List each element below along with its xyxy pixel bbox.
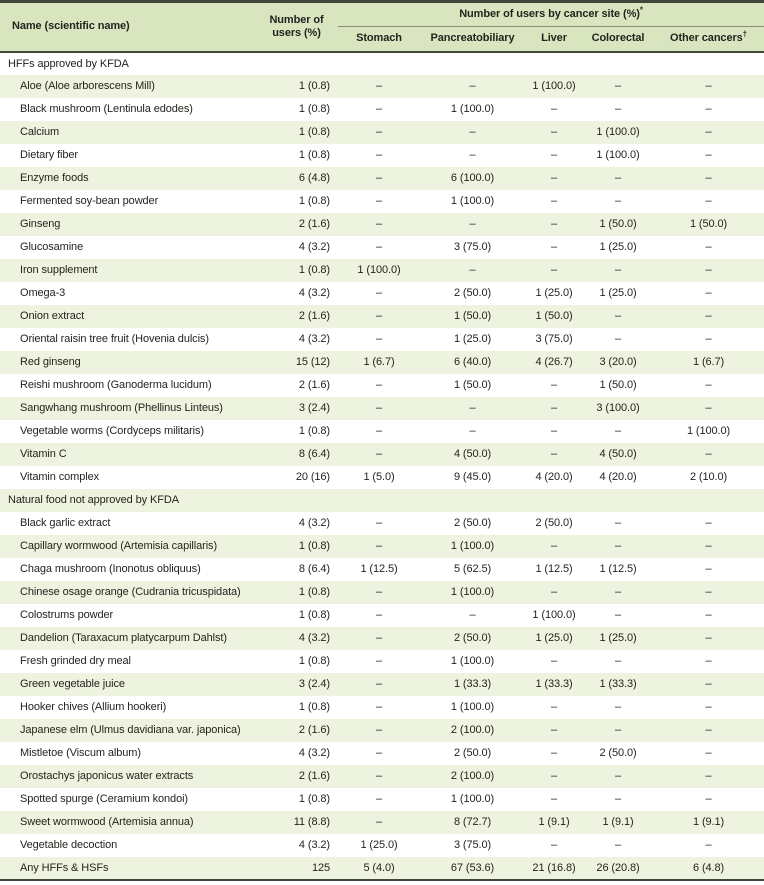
site-value-cell-stomach: – (338, 627, 420, 650)
table-row (0, 834, 764, 857)
cancer-site-group-label: Number of users by cancer site (%) (459, 8, 640, 21)
users-count-cell: 15 (12) (255, 351, 338, 374)
table-row (0, 673, 764, 696)
users-count-cell: 1 (0.8) (298, 701, 330, 713)
site-value-cell-colorectal: – (583, 581, 653, 604)
site-value-cell-liver: – (550, 793, 558, 805)
site-value-cell-pancreatobiliary: – (420, 121, 525, 144)
item-name-cell: Sangwhang mushroom (Phellinus Linteus) (0, 397, 255, 420)
site-value-cell-stomach: – (338, 121, 420, 144)
site-value-cell-stomach: – (375, 701, 383, 713)
site-value-cell-stomach: 5 (4.0) (338, 857, 420, 880)
site-value-cell-pancreatobiliary: 1 (100.0) (450, 103, 495, 115)
table-row (0, 742, 764, 765)
site-value-cell-other-cancers: – (705, 839, 712, 851)
users-count-cell: 2 (1.6) (255, 305, 338, 328)
table-row (0, 650, 764, 673)
site-value-cell-pancreatobiliary: 5 (62.5) (453, 563, 492, 575)
site-value-cell-stomach: – (375, 195, 383, 207)
site-value-cell-pancreatobiliary: 6 (100.0) (420, 167, 525, 190)
site-value-cell-other-cancers: 1 (6.7) (653, 351, 764, 374)
site-value-cell-liver: – (550, 241, 558, 253)
users-count-cell: 4 (3.2) (298, 241, 330, 253)
col-header-name: Name (scientific name) (0, 2, 255, 52)
site-value-cell-colorectal: 2 (50.0) (599, 747, 637, 759)
site-value-cell-colorectal: 1 (9.1) (583, 811, 653, 834)
site-value-cell-other-cancers: – (653, 397, 764, 420)
table-row (0, 374, 764, 397)
site-value-cell-other-cancers: 1 (100.0) (686, 425, 731, 437)
users-count-cell: 2 (1.6) (298, 379, 330, 391)
users-count-cell: 4 (3.2) (298, 517, 330, 529)
table-row (0, 512, 764, 535)
header-row-top (0, 2, 764, 27)
site-value-cell-other-cancers: – (653, 765, 764, 788)
col-header-other-cancers: Other cancers† (653, 27, 764, 52)
table-row (0, 466, 764, 489)
item-name-cell: Vegetable decoction (20, 839, 118, 851)
item-name-cell: Japanese elm (Ulmus davidiana var. japonica) (0, 719, 255, 742)
site-value-cell-stomach: 1 (5.0) (363, 471, 395, 483)
site-value-cell-stomach: – (375, 287, 383, 299)
site-value-cell-other-cancers: – (653, 719, 764, 742)
site-value-cell-colorectal: 4 (20.0) (599, 471, 637, 483)
item-name-cell: Dietary fiber (20, 149, 78, 161)
site-value-cell-colorectal: – (583, 259, 653, 282)
users-count-cell: 4 (3.2) (298, 747, 330, 759)
site-value-cell-pancreatobiliary: 8 (72.7) (420, 811, 525, 834)
table-row (0, 857, 764, 880)
site-value-cell-pancreatobiliary: 2 (100.0) (420, 765, 525, 788)
site-value-cell-colorectal: – (614, 103, 622, 115)
site-value-cell-other-cancers: – (705, 793, 712, 805)
site-value-cell-stomach: – (375, 517, 383, 529)
site-value-cell-liver: – (525, 719, 583, 742)
site-value-cell-liver: 21 (16.8) (525, 857, 583, 880)
table-row (0, 167, 764, 190)
site-value-cell-other-cancers: 1 (9.1) (653, 811, 764, 834)
item-name-cell: Black mushroom (Lentinula edodes) (20, 103, 193, 115)
table-row (0, 811, 764, 834)
site-value-cell-stomach: – (375, 425, 383, 437)
users-count-cell: 11 (8.8) (255, 811, 338, 834)
site-value-cell-liver: – (525, 213, 583, 236)
site-value-cell-stomach: – (338, 213, 420, 236)
site-value-cell-colorectal: – (583, 765, 653, 788)
site-value-cell-stomach: – (375, 655, 383, 667)
site-value-cell-pancreatobiliary: 1 (100.0) (450, 701, 495, 713)
site-value-cell-stomach: 1 (100.0) (338, 259, 420, 282)
site-value-cell-colorectal: – (614, 517, 622, 529)
site-value-cell-colorectal: – (614, 701, 622, 713)
site-value-cell-liver: – (550, 747, 558, 759)
item-name-cell: Reishi mushroom (Ganoderma lucidum) (20, 379, 212, 391)
table-row (0, 788, 764, 811)
site-value-cell-colorectal: – (583, 535, 653, 558)
users-count-cell: 1 (0.8) (298, 609, 330, 621)
site-value-cell-other-cancers: – (653, 443, 764, 466)
site-value-cell-other-cancers: – (653, 627, 764, 650)
site-value-cell-pancreatobiliary: 3 (75.0) (453, 839, 492, 851)
site-value-cell-liver: 3 (75.0) (535, 333, 573, 345)
site-value-cell-colorectal: 3 (20.0) (583, 351, 653, 374)
table-row (0, 535, 764, 558)
table-row (0, 75, 764, 98)
users-count-cell: 1 (0.8) (298, 425, 330, 437)
site-value-cell-liver: 4 (26.7) (525, 351, 583, 374)
site-value-cell-pancreatobiliary: 3 (75.0) (453, 241, 492, 253)
users-count-cell: 1 (0.8) (298, 655, 330, 667)
col-header-liver: Liver (525, 27, 583, 52)
item-name-cell: Black garlic extract (20, 517, 111, 529)
site-value-cell-pancreatobiliary: 2 (50.0) (420, 627, 525, 650)
site-value-cell-pancreatobiliary: 1 (100.0) (450, 195, 495, 207)
col-header-pancreatobiliary: Pancreatobiliary (420, 27, 525, 52)
site-value-cell-other-cancers: 6 (4.8) (653, 857, 764, 880)
site-value-cell-liver: – (525, 535, 583, 558)
site-value-cell-liver: 1 (25.0) (525, 627, 583, 650)
site-value-cell-colorectal: 3 (100.0) (583, 397, 653, 420)
users-count-cell: 3 (2.4) (255, 673, 338, 696)
site-value-cell-colorectal: 1 (33.3) (583, 673, 653, 696)
site-value-cell-colorectal: – (583, 305, 653, 328)
site-value-cell-stomach: – (375, 103, 383, 115)
site-value-cell-pancreatobiliary: – (469, 149, 476, 161)
site-value-cell-colorectal: – (614, 655, 622, 667)
users-count-cell: 20 (16) (295, 471, 330, 483)
table-row (0, 305, 764, 328)
site-value-cell-stomach: – (338, 305, 420, 328)
site-value-cell-liver: 1 (25.0) (535, 287, 573, 299)
section-header-row (0, 52, 764, 75)
item-name-cell: Fermented soy-bean powder (20, 195, 159, 207)
table-header (0, 2, 764, 52)
site-value-cell-stomach: – (338, 443, 420, 466)
site-value-cell-liver: 2 (50.0) (535, 517, 573, 529)
site-value-cell-stomach: 1 (12.5) (360, 563, 398, 575)
site-value-cell-colorectal: 1 (12.5) (599, 563, 637, 575)
site-value-cell-colorectal: 4 (50.0) (583, 443, 653, 466)
site-value-cell-liver: – (550, 425, 558, 437)
site-value-cell-pancreatobiliary: 1 (100.0) (420, 535, 525, 558)
site-value-cell-other-cancers: – (705, 333, 712, 345)
item-name-cell: Vitamin C (0, 443, 255, 466)
item-name-cell: Vegetable worms (Cordyceps militaris) (20, 425, 204, 437)
users-count-cell: 1 (0.8) (298, 103, 330, 115)
site-value-cell-liver: 1 (12.5) (535, 563, 573, 575)
site-value-cell-liver: – (550, 149, 558, 161)
site-value-cell-liver: – (525, 259, 583, 282)
site-value-cell-other-cancers: – (705, 701, 712, 713)
site-value-cell-colorectal: – (614, 609, 622, 621)
users-count-cell: 1 (0.8) (298, 149, 330, 161)
site-value-cell-stomach: – (338, 397, 420, 420)
site-value-cell-other-cancers: – (705, 149, 712, 161)
site-value-cell-other-cancers: – (705, 747, 712, 759)
site-value-cell-colorectal: 1 (50.0) (599, 379, 637, 391)
item-name-cell: Green vegetable juice (0, 673, 255, 696)
item-name-cell: Iron supplement (0, 259, 255, 282)
site-value-cell-pancreatobiliary: – (469, 609, 476, 621)
site-value-cell-colorectal: – (614, 333, 622, 345)
site-value-cell-stomach: – (338, 167, 420, 190)
site-value-cell-stomach: – (338, 75, 420, 98)
users-count-cell: 2 (1.6) (255, 765, 338, 788)
users-count-cell: 8 (6.4) (298, 563, 330, 575)
table-row (0, 351, 764, 374)
site-value-cell-liver: – (525, 167, 583, 190)
site-value-cell-other-cancers: – (653, 581, 764, 604)
item-name-cell: Sweet wormwood (Artemisia annua) (0, 811, 255, 834)
users-count-cell: 2 (1.6) (255, 213, 338, 236)
site-value-cell-other-cancers: – (705, 195, 712, 207)
table-row (0, 696, 764, 719)
users-count-cell: 1 (0.8) (255, 75, 338, 98)
site-value-cell-pancreatobiliary: 1 (100.0) (450, 655, 495, 667)
site-value-cell-colorectal: 1 (100.0) (596, 149, 640, 161)
site-value-cell-other-cancers: – (653, 75, 764, 98)
site-value-cell-other-cancers: 2 (10.0) (689, 471, 728, 483)
table-row (0, 282, 764, 305)
site-value-cell-other-cancers: – (653, 673, 764, 696)
users-count-cell: 1 (0.8) (255, 259, 338, 282)
site-value-cell-stomach: – (338, 719, 420, 742)
site-value-cell-pancreatobiliary: 2 (50.0) (453, 747, 492, 759)
site-value-cell-liver: – (525, 581, 583, 604)
site-value-cell-other-cancers: – (705, 563, 712, 575)
site-value-cell-pancreatobiliary: – (469, 425, 476, 437)
site-value-cell-colorectal: 1 (25.0) (599, 287, 637, 299)
col-header-cancer-site-group (338, 2, 764, 27)
site-value-cell-stomach: – (375, 379, 383, 391)
site-value-cell-colorectal: – (614, 793, 622, 805)
site-value-cell-pancreatobiliary: 2 (50.0) (453, 287, 492, 299)
users-count-cell: 1 (0.8) (255, 121, 338, 144)
site-value-cell-pancreatobiliary: 2 (50.0) (453, 517, 492, 529)
site-value-cell-pancreatobiliary: 1 (50.0) (420, 305, 525, 328)
site-value-cell-other-cancers: – (705, 517, 712, 529)
site-value-cell-other-cancers: – (705, 241, 712, 253)
site-value-cell-liver: 1 (50.0) (525, 305, 583, 328)
item-name-cell: Dandelion (Taraxacum platycarpum Dahlst) (0, 627, 255, 650)
site-value-cell-stomach: – (375, 793, 383, 805)
section-title: HFFs approved by KFDA (8, 57, 129, 70)
site-value-cell-liver: 4 (20.0) (535, 471, 573, 483)
site-value-cell-stomach: – (338, 673, 420, 696)
site-value-cell-liver: – (550, 195, 558, 207)
users-count-cell: 1 (0.8) (298, 195, 330, 207)
site-value-cell-colorectal: 1 (25.0) (583, 627, 653, 650)
item-name-cell: Mistletoe (Viscum album) (20, 747, 141, 759)
site-value-cell-other-cancers: – (705, 379, 712, 391)
site-value-cell-pancreatobiliary: 6 (40.0) (420, 351, 525, 374)
table-row (0, 328, 764, 351)
item-name-cell: Any HFFs & HSFs (0, 857, 255, 880)
site-value-cell-liver: – (550, 379, 558, 391)
site-value-cell-colorectal: – (614, 425, 622, 437)
site-value-cell-stomach: 1 (25.0) (360, 839, 398, 851)
users-count-cell: 4 (3.2) (298, 839, 330, 851)
col-header-colorectal: Colorectal (583, 27, 653, 52)
item-name-cell: Hooker chives (Allium hookeri) (20, 701, 167, 713)
table-row (0, 558, 764, 581)
table-body (0, 52, 764, 880)
site-value-cell-stomach: – (375, 609, 383, 621)
site-value-cell-stomach: – (375, 241, 383, 253)
site-value-cell-pancreatobiliary: 67 (53.6) (420, 857, 525, 880)
site-value-cell-colorectal: – (614, 195, 622, 207)
table-row (0, 144, 764, 167)
users-count-cell: 1 (0.8) (255, 581, 338, 604)
site-value-cell-other-cancers: – (653, 535, 764, 558)
site-value-cell-other-cancers: – (653, 121, 764, 144)
col-header-users: Number of users (%) (255, 2, 338, 52)
site-value-cell-colorectal: 26 (20.8) (583, 857, 653, 880)
item-name-cell: Chinese osage orange (Cudrania tricuspidata) (0, 581, 255, 604)
table-row (0, 259, 764, 282)
site-value-cell-stomach: – (375, 333, 383, 345)
site-value-cell-liver: 1 (9.1) (525, 811, 583, 834)
item-name-cell: Omega-3 (20, 287, 66, 299)
site-value-cell-colorectal: – (583, 75, 653, 98)
item-name-cell: Oriental raisin tree fruit (Hovenia dulcis) (20, 333, 209, 345)
site-value-cell-other-cancers: – (653, 167, 764, 190)
site-value-cell-liver: – (550, 839, 558, 851)
users-count-cell: 6 (4.8) (255, 167, 338, 190)
site-value-cell-colorectal: 1 (100.0) (583, 121, 653, 144)
table-row (0, 443, 764, 466)
site-value-cell-pancreatobiliary: – (420, 75, 525, 98)
site-value-cell-colorectal: – (583, 719, 653, 742)
site-value-cell-liver: – (525, 121, 583, 144)
site-value-cell-pancreatobiliary: 1 (100.0) (450, 793, 495, 805)
footnote-asterisk: * (639, 5, 643, 15)
site-value-cell-other-cancers: – (705, 609, 712, 621)
footnote-dagger: † (742, 29, 748, 39)
item-name-cell: Colostrums powder (20, 609, 114, 621)
site-value-cell-stomach: – (338, 811, 420, 834)
table-row (0, 213, 764, 236)
item-name-cell: Spotted spurge (Ceramium kondoi) (20, 793, 188, 805)
users-count-cell: 4 (3.2) (298, 287, 330, 299)
site-value-cell-liver: – (525, 765, 583, 788)
site-value-cell-stomach: – (338, 581, 420, 604)
site-value-cell-other-cancers: 1 (50.0) (653, 213, 764, 236)
site-value-cell-pancreatobiliary: 1 (100.0) (420, 581, 525, 604)
site-value-cell-liver: 1 (100.0) (525, 75, 583, 98)
site-value-cell-colorectal: – (583, 167, 653, 190)
users-count-cell: 4 (3.2) (255, 627, 338, 650)
users-count-cell: 125 (255, 857, 338, 880)
table-row (0, 581, 764, 604)
site-value-cell-pancreatobiliary: 2 (100.0) (420, 719, 525, 742)
site-value-cell-other-cancers: – (653, 259, 764, 282)
item-name-cell: Chaga mushroom (Inonotus obliquus) (20, 563, 201, 575)
site-value-cell-liver: – (550, 701, 558, 713)
table-row (0, 236, 764, 259)
site-value-cell-pancreatobiliary: 1 (25.0) (453, 333, 492, 345)
site-value-cell-pancreatobiliary: 9 (45.0) (453, 471, 492, 483)
site-value-cell-colorectal: – (614, 839, 622, 851)
site-value-cell-pancreatobiliary: – (420, 213, 525, 236)
table-row (0, 604, 764, 627)
site-value-cell-liver: 1 (100.0) (532, 609, 576, 621)
site-value-cell-colorectal: 1 (50.0) (583, 213, 653, 236)
users-count-cell: 1 (0.8) (298, 793, 330, 805)
site-value-cell-other-cancers: – (705, 103, 712, 115)
site-value-cell-pancreatobiliary: – (420, 259, 525, 282)
table-row (0, 420, 764, 443)
site-value-cell-pancreatobiliary: 1 (50.0) (453, 379, 492, 391)
users-count-cell: 8 (6.4) (255, 443, 338, 466)
site-value-cell-stomach: – (338, 765, 420, 788)
users-count-cell: 1 (0.8) (255, 535, 338, 558)
site-value-cell-pancreatobiliary: 4 (50.0) (420, 443, 525, 466)
table-row (0, 98, 764, 121)
item-name-cell: Capillary wormwood (Artemisia capillaris) (0, 535, 255, 558)
site-value-cell-liver: – (550, 103, 558, 115)
site-value-cell-liver: 1 (33.3) (525, 673, 583, 696)
section-title: Natural food not approved by KFDA (0, 489, 764, 512)
site-value-cell-stomach: 1 (6.7) (338, 351, 420, 374)
site-value-cell-colorectal: 1 (25.0) (599, 241, 637, 253)
item-name-cell: Onion extract (0, 305, 255, 328)
site-value-cell-other-cancers: – (705, 287, 712, 299)
item-name-cell: Vitamin complex (20, 471, 99, 483)
site-value-cell-liver: – (550, 655, 558, 667)
table-row (0, 719, 764, 742)
col-header-stomach: Stomach (338, 27, 420, 52)
site-value-cell-other-cancers: – (653, 305, 764, 328)
item-name-cell: Fresh grinded dry meal (20, 655, 131, 667)
site-value-cell-liver: – (525, 397, 583, 420)
site-value-cell-stomach: – (375, 747, 383, 759)
table-row (0, 397, 764, 420)
site-value-cell-other-cancers: – (705, 655, 712, 667)
section-header-row (0, 489, 764, 512)
item-name-cell: Ginseng (0, 213, 255, 236)
site-value-cell-pancreatobiliary: 1 (33.3) (420, 673, 525, 696)
item-name-cell: Aloe (Aloe arborescens Mill) (0, 75, 255, 98)
users-count-cell: 3 (2.4) (255, 397, 338, 420)
site-value-cell-stomach: – (375, 149, 383, 161)
site-value-cell-pancreatobiliary: – (420, 397, 525, 420)
table-row (0, 765, 764, 788)
users-count-cell: 2 (1.6) (255, 719, 338, 742)
site-value-cell-liver: – (525, 443, 583, 466)
item-name-cell: Calcium (0, 121, 255, 144)
table-row (0, 627, 764, 650)
item-name-cell: Enzyme foods (0, 167, 255, 190)
table-row (0, 190, 764, 213)
users-count-cell: 4 (3.2) (298, 333, 330, 345)
item-name-cell: Orostachys japonicus water extracts (0, 765, 255, 788)
item-name-cell: Red ginseng (0, 351, 255, 374)
item-name-cell: Glucosamine (20, 241, 84, 253)
table-row (0, 121, 764, 144)
site-value-cell-stomach: – (338, 535, 420, 558)
